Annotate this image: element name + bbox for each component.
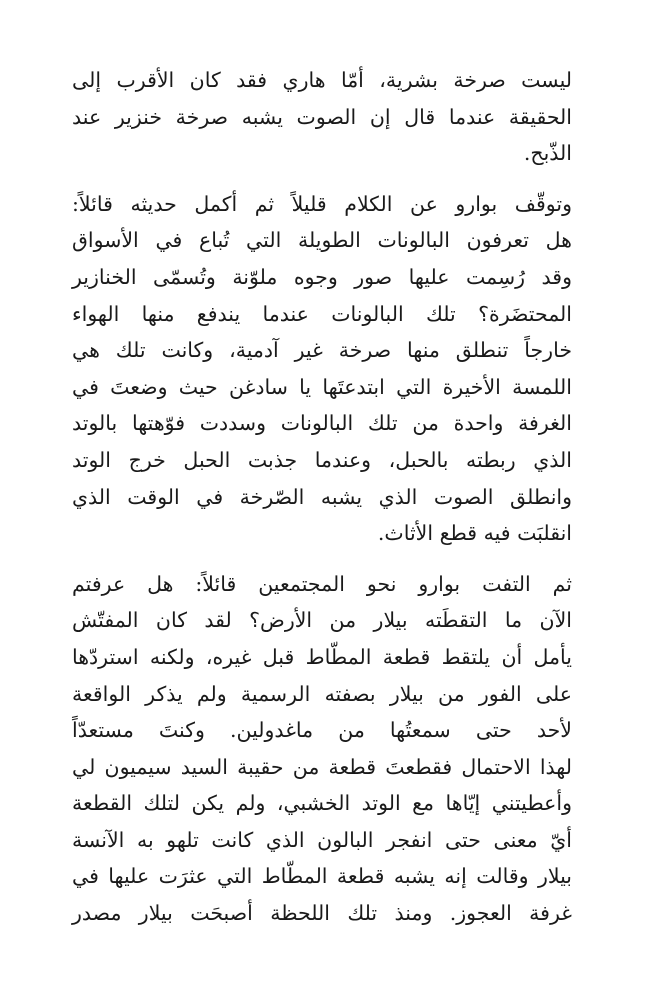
text-line: وانطلق الصوت الذي يشبه الصّرخة في الوقت الذي <box>72 484 572 509</box>
paragraph-2 <box>72 186 572 552</box>
text-line: انقلبَت فيه قطع الأثاث. <box>377 521 572 546</box>
text-line: وقد رُسِمت عليها صور وجوه ملوّنة وتُسمّى الخنازير <box>72 264 572 289</box>
text-line: وتوقّف بوارو عن الكلام قليلاً ثم أكمل حديثه قائلاً: <box>72 191 572 216</box>
paragraph-1 <box>72 62 572 172</box>
paragraph-3 <box>72 566 572 932</box>
text-line: أيّ معنى حتى انفجر البالون الذي كانت تلهو به الآنسة <box>72 827 572 852</box>
text-line: المحتضَرة؟ تلك البالونات عندما يندفع منها الهواء <box>72 301 572 326</box>
text-line: غرفة العجوز. ومنذ تلك اللحظة أصبحَت بيلار مصدر <box>72 901 572 926</box>
text-line: لأحد حتى سمعتُها من ماغدولين. وكنتَ مستعدّاً <box>72 718 572 743</box>
text-line: اللمسة الأخيرة التي ابتدعتَها يا سادغن حيث وضعتَ في <box>72 374 572 399</box>
text-line: بيلار وقالت إنه يشبه قطعة المطّاط التي عثرَت عليها في <box>72 864 572 889</box>
text-line: وأعطيتني إيّاها مع الوتد الخشبي، ولم يكن لتلك القطعة <box>72 791 572 816</box>
text-line: الذي ربطته بالحبل، وعندما جذبت الحبل خرج الوتد <box>72 447 572 472</box>
text-line: لهذا الاحتمال فقطعتَ قطعة من حقيبة السيد سيميون لي <box>72 754 572 779</box>
text-line: ثم التفت بوارو نحو المجتمعين قائلاً: هل عرفتم <box>72 571 572 596</box>
text-line: يأمل أن يلتقط قطعة المطّاط قبل غيره، ولكنه استردّها <box>72 644 572 669</box>
text-line: الذّبح. <box>523 141 572 166</box>
book-page <box>72 62 572 932</box>
text-line: الغرفة واحدة من تلك البالونات وسددت فوّهتها بالوتد <box>72 411 572 436</box>
text-line: هل تعرفون البالونات الطويلة التي تُباع في الأسواق <box>72 228 572 253</box>
text-line: الحقيقة عندما قال إن الصوت يشبه صرخة خنزير عند <box>72 104 572 129</box>
text-line: على الفور من بيلار بصفته الرسمية ولم يذكر الواقعة <box>72 681 572 706</box>
text-line: ليست صرخة بشرية، أمّا هاري فقد كان الأقرب إلى <box>72 68 572 92</box>
text-line: خارجاً تنطلق منها صرخة غير آدمية، وكانت تلك هي <box>72 338 572 363</box>
text-line: الآن ما التقطَته بيلار من الأرض؟ لقد كان المفتّش <box>72 608 572 633</box>
